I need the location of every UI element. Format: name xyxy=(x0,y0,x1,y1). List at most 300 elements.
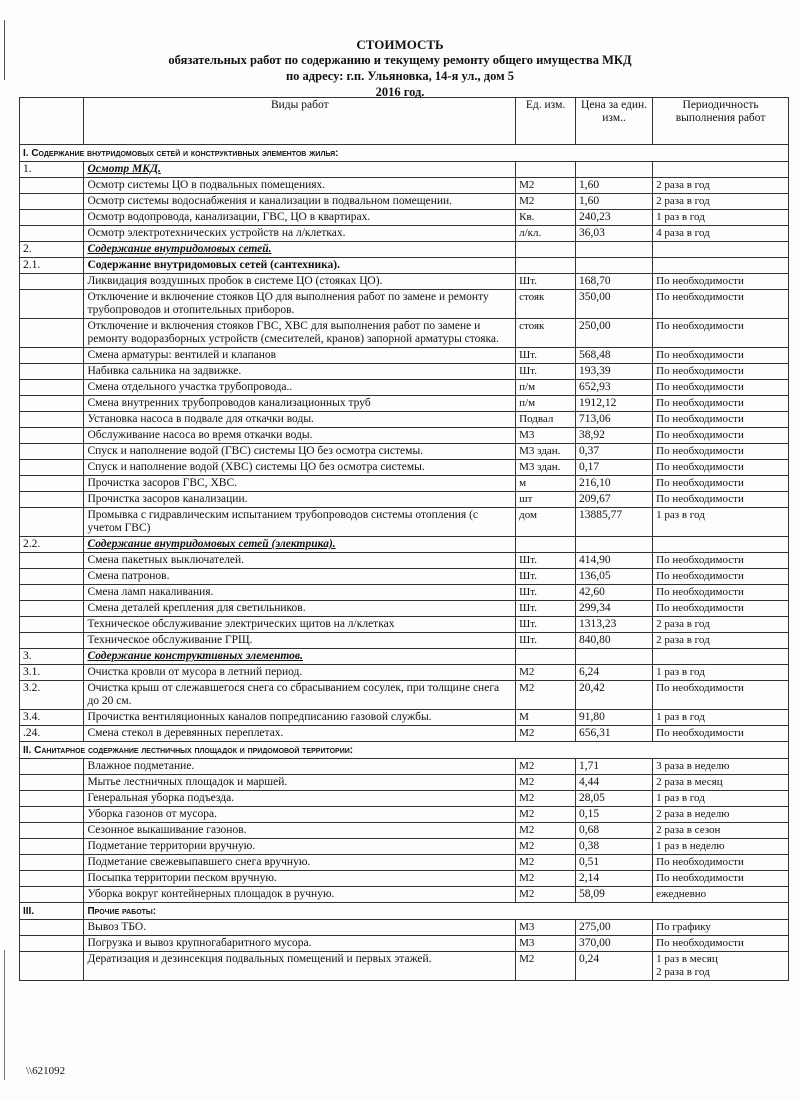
period-cell: 2 раза в год xyxy=(653,633,789,649)
row-number xyxy=(20,807,84,823)
period-cell: По необходимости xyxy=(653,681,789,710)
price-cell: 370,00 xyxy=(576,936,653,952)
price-cell xyxy=(576,258,653,274)
row-number xyxy=(20,936,84,952)
col-header-works: Виды работ xyxy=(84,98,516,145)
unit-cell: М2 xyxy=(516,855,576,871)
price-cell: 136,05 xyxy=(576,569,653,585)
period-cell: По необходимости xyxy=(653,476,789,492)
work-description: Прочистка засоров ГВС, ХВС. xyxy=(87,477,237,489)
unit-cell: М2 xyxy=(516,807,576,823)
work-description-cell xyxy=(84,210,516,226)
work-description-cell xyxy=(84,508,516,537)
price-cell: 275,00 xyxy=(576,920,653,936)
period-cell: 1 раз в год xyxy=(653,508,789,537)
table-row xyxy=(20,492,789,508)
table-row xyxy=(20,290,789,319)
price-cell: 840,80 xyxy=(576,633,653,649)
table-row xyxy=(20,569,789,585)
price-cell: 0,38 xyxy=(576,839,653,855)
price-cell: 209,67 xyxy=(576,492,653,508)
row-number xyxy=(20,210,84,226)
table-body xyxy=(20,145,789,981)
work-description-cell xyxy=(84,226,516,242)
unit-cell: Шт. xyxy=(516,364,576,380)
row-number xyxy=(20,920,84,936)
price-cell: 0,24 xyxy=(576,952,653,981)
table-row xyxy=(20,633,789,649)
row-number: 2.2. xyxy=(20,537,84,553)
work-description: Прочистка засоров канализации. xyxy=(87,493,248,505)
price-cell: 38,92 xyxy=(576,428,653,444)
table-row xyxy=(20,936,789,952)
table-row xyxy=(20,553,789,569)
work-description-cell xyxy=(84,617,516,633)
row-number: 3.4. xyxy=(20,710,84,726)
col-header-price: Цена за един. изм.. xyxy=(576,98,653,145)
work-description-cell xyxy=(84,665,516,681)
unit-cell: м xyxy=(516,476,576,492)
work-description-cell xyxy=(84,936,516,952)
price-cell: 1,71 xyxy=(576,759,653,775)
price-cell: 36,03 xyxy=(576,226,653,242)
period-cell xyxy=(653,242,789,258)
work-description: Осмотр МКД. xyxy=(87,163,161,175)
work-description-cell xyxy=(84,585,516,601)
table-row xyxy=(20,710,789,726)
price-cell xyxy=(576,242,653,258)
work-description: Влажное подметание. xyxy=(87,760,195,772)
unit-cell: М2 xyxy=(516,823,576,839)
table-header-row xyxy=(20,98,789,145)
price-cell: 6,24 xyxy=(576,665,653,681)
unit-cell: М2 xyxy=(516,791,576,807)
period-cell xyxy=(653,649,789,665)
work-description-cell xyxy=(84,364,516,380)
price-cell: 216,10 xyxy=(576,476,653,492)
price-cell: 91,80 xyxy=(576,710,653,726)
price-cell: 13885,77 xyxy=(576,508,653,537)
price-cell: 0,51 xyxy=(576,855,653,871)
row-number xyxy=(20,887,84,903)
work-description: Содержание конструктивных элементов. xyxy=(87,650,303,662)
unit-cell: М xyxy=(516,710,576,726)
work-description: Отключение и включение стояков ЦО для выполнения работ по замене и ремонту трубопроводов и отопительных приборов. xyxy=(87,291,489,316)
document-id: \\621092 xyxy=(26,1065,66,1077)
period-cell: По необходимости xyxy=(653,444,789,460)
row-number: .24. xyxy=(20,726,84,742)
row-number xyxy=(20,553,84,569)
price-cell: 414,90 xyxy=(576,553,653,569)
period-cell xyxy=(653,258,789,274)
work-description-cell xyxy=(84,649,516,665)
work-description-cell xyxy=(84,396,516,412)
period-cell: По необходимости xyxy=(653,936,789,952)
row-number: 2. xyxy=(20,242,84,258)
row-number xyxy=(20,460,84,476)
row-number: 2.1. xyxy=(20,258,84,274)
unit-cell: М3 xyxy=(516,936,576,952)
work-description: Смена деталей крепления для светильников. xyxy=(87,602,306,614)
period-cell: По необходимости xyxy=(653,601,789,617)
work-description: Погрузка и вывоз крупногабаритного мусора. xyxy=(87,937,312,949)
work-description: Прочистка вентиляционных каналов попредписанию газовой службы. xyxy=(87,711,432,723)
row-number xyxy=(20,364,84,380)
work-description: Уборка вокруг контейнерных площадок в ручную. xyxy=(87,888,335,900)
work-description-cell xyxy=(84,194,516,210)
works-table xyxy=(19,97,789,981)
table-row xyxy=(20,759,789,775)
unit-cell: Подвал xyxy=(516,412,576,428)
table-row xyxy=(20,855,789,871)
table-row xyxy=(20,665,789,681)
price-cell: 713,06 xyxy=(576,412,653,428)
unit-cell: М3 xyxy=(516,428,576,444)
price-cell: 28,05 xyxy=(576,791,653,807)
row-number xyxy=(20,952,84,981)
unit-cell xyxy=(516,258,576,274)
price-cell: 1912,12 xyxy=(576,396,653,412)
work-description-cell xyxy=(84,823,516,839)
period-cell: По необходимости xyxy=(653,396,789,412)
price-cell: 656,31 xyxy=(576,726,653,742)
section-heading: I. Содержание внутридомовых сетей и конструктивных элементов жилья: xyxy=(20,145,789,162)
table-row xyxy=(20,537,789,553)
work-description: Смена патронов. xyxy=(87,570,170,582)
table-row xyxy=(20,952,789,981)
doc-year: 2016 год. xyxy=(375,85,425,99)
table-row xyxy=(20,871,789,887)
section-heading-row xyxy=(20,145,789,162)
period-cell: По необходимости xyxy=(653,348,789,364)
table-row xyxy=(20,194,789,210)
scan-edge-line-bottom xyxy=(4,950,5,1080)
work-description: Дератизация и дезинсекция подвальных помещений и первых этажей. xyxy=(87,953,432,965)
doc-title: СТОИМОСТЬ xyxy=(356,37,444,52)
price-cell: 58,09 xyxy=(576,887,653,903)
work-description: Очистка кровли от мусора в летний период. xyxy=(87,666,303,678)
section-number: III. xyxy=(20,903,84,920)
unit-cell: л/кл. xyxy=(516,226,576,242)
work-description: Посыпка территории песком вручную. xyxy=(87,872,277,884)
table-row xyxy=(20,617,789,633)
period-cell: 1 раз в год xyxy=(653,210,789,226)
work-description: Техническое обслуживание электрических щитов на л/клетках xyxy=(87,618,395,630)
period-cell: По необходимости xyxy=(653,460,789,476)
unit-cell: п/м xyxy=(516,396,576,412)
period-cell: ежедневно xyxy=(653,887,789,903)
period-cell xyxy=(653,537,789,553)
row-number xyxy=(20,791,84,807)
work-description-cell xyxy=(84,348,516,364)
period-cell: По необходимости xyxy=(653,569,789,585)
period-cell: 2 раза в год xyxy=(653,178,789,194)
unit-cell: стояк xyxy=(516,319,576,348)
price-cell: 0,17 xyxy=(576,460,653,476)
work-description-cell xyxy=(84,726,516,742)
period-cell: По необходимости xyxy=(653,412,789,428)
table-row xyxy=(20,364,789,380)
work-description-cell xyxy=(84,791,516,807)
work-description-cell xyxy=(84,681,516,710)
period-cell: 2 раза в год xyxy=(653,194,789,210)
unit-cell: М2 xyxy=(516,871,576,887)
unit-cell xyxy=(516,537,576,553)
table-row xyxy=(20,396,789,412)
row-number xyxy=(20,492,84,508)
period-cell: По необходимости xyxy=(653,274,789,290)
unit-cell: М2 xyxy=(516,665,576,681)
work-description-cell xyxy=(84,444,516,460)
row-number xyxy=(20,775,84,791)
work-description-cell xyxy=(84,871,516,887)
unit-cell: шт xyxy=(516,492,576,508)
row-number xyxy=(20,380,84,396)
price-cell: 42,60 xyxy=(576,585,653,601)
work-description: Ликвидация воздушных пробок в системе ЦО (стояках ЦО). xyxy=(87,275,383,287)
work-description-cell xyxy=(84,242,516,258)
period-cell: По необходимости xyxy=(653,428,789,444)
unit-cell: М2 xyxy=(516,759,576,775)
table-row xyxy=(20,274,789,290)
table-row xyxy=(20,226,789,242)
unit-cell: стояк xyxy=(516,290,576,319)
period-cell: По необходимости xyxy=(653,553,789,569)
work-description: Установка насоса в подвале для откачки воды. xyxy=(87,413,314,425)
work-description-cell xyxy=(84,887,516,903)
row-number xyxy=(20,617,84,633)
table-row xyxy=(20,585,789,601)
table-row xyxy=(20,726,789,742)
price-cell: 1313,23 xyxy=(576,617,653,633)
work-description-cell xyxy=(84,855,516,871)
period-cell: По необходимости xyxy=(653,319,789,348)
section-heading-row xyxy=(20,903,789,920)
table-row xyxy=(20,319,789,348)
price-cell: 240,23 xyxy=(576,210,653,226)
row-number xyxy=(20,428,84,444)
work-description-cell xyxy=(84,553,516,569)
row-number xyxy=(20,585,84,601)
period-cell: По необходимости xyxy=(653,492,789,508)
work-description: Содержание внутридомовых сетей (сантехника). xyxy=(87,259,341,271)
period-cell xyxy=(653,162,789,178)
unit-cell: Шт. xyxy=(516,617,576,633)
period-cell: 2 раза в месяц xyxy=(653,775,789,791)
work-description: Содержание внутридомовых сетей. xyxy=(87,243,272,255)
unit-cell: М2 xyxy=(516,178,576,194)
price-cell: 568,48 xyxy=(576,348,653,364)
work-description: Содержание внутридомовых сетей (электрика). xyxy=(87,538,336,550)
work-description: Смена стекол в деревянных переплетах. xyxy=(87,727,284,739)
work-description-cell xyxy=(84,428,516,444)
work-description-cell xyxy=(84,380,516,396)
work-description-cell xyxy=(84,290,516,319)
price-cell: 0,37 xyxy=(576,444,653,460)
row-number xyxy=(20,759,84,775)
table-row xyxy=(20,807,789,823)
work-description: Промывка с гидравлическим испытанием трубопроводов системы отопления (с учетом ГВС) xyxy=(87,509,479,534)
section-heading-row xyxy=(20,742,789,759)
table-row xyxy=(20,791,789,807)
period-cell: По графику xyxy=(653,920,789,936)
table-row xyxy=(20,823,789,839)
period-cell: 1 раз в неделю xyxy=(653,839,789,855)
work-description-cell xyxy=(84,807,516,823)
unit-cell: Шт. xyxy=(516,633,576,649)
row-number: 3.1. xyxy=(20,665,84,681)
row-number: 1. xyxy=(20,162,84,178)
row-number xyxy=(20,348,84,364)
table-row xyxy=(20,681,789,710)
work-description: Осмотр электротехнических устройств на л/клетках. xyxy=(87,227,346,239)
price-cell: 2,14 xyxy=(576,871,653,887)
unit-cell: М2 xyxy=(516,775,576,791)
table-row xyxy=(20,601,789,617)
row-number xyxy=(20,396,84,412)
period-cell: 1 раз в месяц 2 раза в год xyxy=(653,952,789,981)
period-cell: 1 раз в год xyxy=(653,665,789,681)
work-description-cell xyxy=(84,178,516,194)
period-cell: 1 раз в год xyxy=(653,710,789,726)
price-cell: 299,34 xyxy=(576,601,653,617)
unit-cell: Шт. xyxy=(516,585,576,601)
price-cell: 20,42 xyxy=(576,681,653,710)
work-description: Отключение и включения стояков ГВС, ХВС для выполнения работ по замене и ремонту водоразборных устройств (смесителей, кранов) запорной арматуры стояка. xyxy=(87,320,499,345)
table-row xyxy=(20,258,789,274)
work-description-cell xyxy=(84,492,516,508)
work-description: Осмотр водопровода, канализации, ГВС, ЦО в квартирах. xyxy=(87,211,371,223)
work-description-cell xyxy=(84,569,516,585)
unit-cell: М2 xyxy=(516,726,576,742)
col-header-num xyxy=(20,98,84,145)
work-description-cell xyxy=(84,952,516,981)
col-header-unit: Ед. изм. xyxy=(516,98,576,145)
unit-cell: Шт. xyxy=(516,348,576,364)
work-description-cell xyxy=(84,412,516,428)
work-description-cell xyxy=(84,710,516,726)
doc-address: по адресу: г.п. Ульяновка, 14-я ул., дом 5 xyxy=(285,69,515,83)
period-cell: По необходимости xyxy=(653,855,789,871)
period-cell: 2 раза в неделю xyxy=(653,807,789,823)
price-cell: 1,60 xyxy=(576,194,653,210)
table-row xyxy=(20,508,789,537)
table-row xyxy=(20,348,789,364)
work-description: Смена внутренних трубопроводов канализационных труб xyxy=(87,397,371,409)
work-description-cell xyxy=(84,920,516,936)
col-header-period: Периодичность выполнения работ xyxy=(653,98,789,145)
section-heading: II. Санитарное содержание лестничных площадок и придомовой территории: xyxy=(20,742,789,759)
period-cell: 2 раза в сезон xyxy=(653,823,789,839)
row-number xyxy=(20,823,84,839)
table-row xyxy=(20,428,789,444)
period-cell: 3 раза в неделю xyxy=(653,759,789,775)
work-description-cell xyxy=(84,258,516,274)
period-cell: По необходимости xyxy=(653,380,789,396)
row-number xyxy=(20,476,84,492)
table-row xyxy=(20,476,789,492)
work-description-cell xyxy=(84,319,516,348)
unit-cell: М3 здан. xyxy=(516,460,576,476)
row-number xyxy=(20,194,84,210)
period-cell: По необходимости xyxy=(653,585,789,601)
work-description: Вывоз ТБО. xyxy=(87,921,147,933)
work-description: Смена ламп накаливания. xyxy=(87,586,214,598)
table-row xyxy=(20,412,789,428)
price-cell xyxy=(576,162,653,178)
work-description: Осмотр системы водоснабжения и канализации в подвальном помещении. xyxy=(87,195,453,207)
work-description-cell xyxy=(84,839,516,855)
work-description-cell xyxy=(84,162,516,178)
row-number xyxy=(20,871,84,887)
period-cell: 4 раза в год xyxy=(653,226,789,242)
work-description: Уборка газонов от мусора. xyxy=(87,808,217,820)
price-cell: 0,15 xyxy=(576,807,653,823)
work-description: Подметание свежевыпавшего снега вручную. xyxy=(87,856,311,868)
row-number xyxy=(20,508,84,537)
row-number xyxy=(20,412,84,428)
period-cell: По необходимости xyxy=(653,726,789,742)
work-description-cell xyxy=(84,537,516,553)
work-description: Смена отдельного участка трубопровода.. xyxy=(87,381,293,393)
work-description-cell xyxy=(84,633,516,649)
row-number: 3. xyxy=(20,649,84,665)
table-row xyxy=(20,444,789,460)
unit-cell: п/м xyxy=(516,380,576,396)
table-row xyxy=(20,162,789,178)
table-row xyxy=(20,460,789,476)
period-cell: По необходимости xyxy=(653,364,789,380)
unit-cell: Шт. xyxy=(516,553,576,569)
unit-cell: М2 xyxy=(516,839,576,855)
unit-cell: М2 xyxy=(516,194,576,210)
unit-cell: М2 xyxy=(516,681,576,710)
table-row xyxy=(20,775,789,791)
price-cell: 168,70 xyxy=(576,274,653,290)
table-row xyxy=(20,887,789,903)
work-description: Обслуживание насоса во время откачки воды. xyxy=(87,429,313,441)
work-description: Смена пакетных выключателей. xyxy=(87,554,245,566)
unit-cell: М2 xyxy=(516,887,576,903)
unit-cell: Шт. xyxy=(516,601,576,617)
doc-subtitle: обязательных работ по содержанию и текущему ремонту общего имущества МКД xyxy=(168,53,632,67)
unit-cell xyxy=(516,649,576,665)
unit-cell: М3 здан. xyxy=(516,444,576,460)
unit-cell: дом xyxy=(516,508,576,537)
period-cell: По необходимости xyxy=(653,290,789,319)
price-cell xyxy=(576,537,653,553)
row-number xyxy=(20,444,84,460)
table-row xyxy=(20,839,789,855)
work-description: Осмотр системы ЦО в подвальных помещениях. xyxy=(87,179,326,191)
row-number xyxy=(20,633,84,649)
unit-cell: М3 xyxy=(516,920,576,936)
work-description-cell xyxy=(84,460,516,476)
row-number xyxy=(20,319,84,348)
work-description-cell xyxy=(84,775,516,791)
period-cell: По необходимости xyxy=(653,871,789,887)
work-description: Генеральная уборка подъезда. xyxy=(87,792,235,804)
work-description-cell xyxy=(84,759,516,775)
row-number xyxy=(20,569,84,585)
work-description: Подметание территории вручную. xyxy=(87,840,256,852)
price-cell: 193,39 xyxy=(576,364,653,380)
table-row xyxy=(20,210,789,226)
row-number xyxy=(20,601,84,617)
section-heading: Прочие работы: xyxy=(84,903,789,920)
work-description: Техническое обслуживание ГРЩ. xyxy=(87,634,253,646)
work-description: Спуск и наполнение водой (ГВС) системы ЦО без осмотра системы. xyxy=(87,445,424,457)
